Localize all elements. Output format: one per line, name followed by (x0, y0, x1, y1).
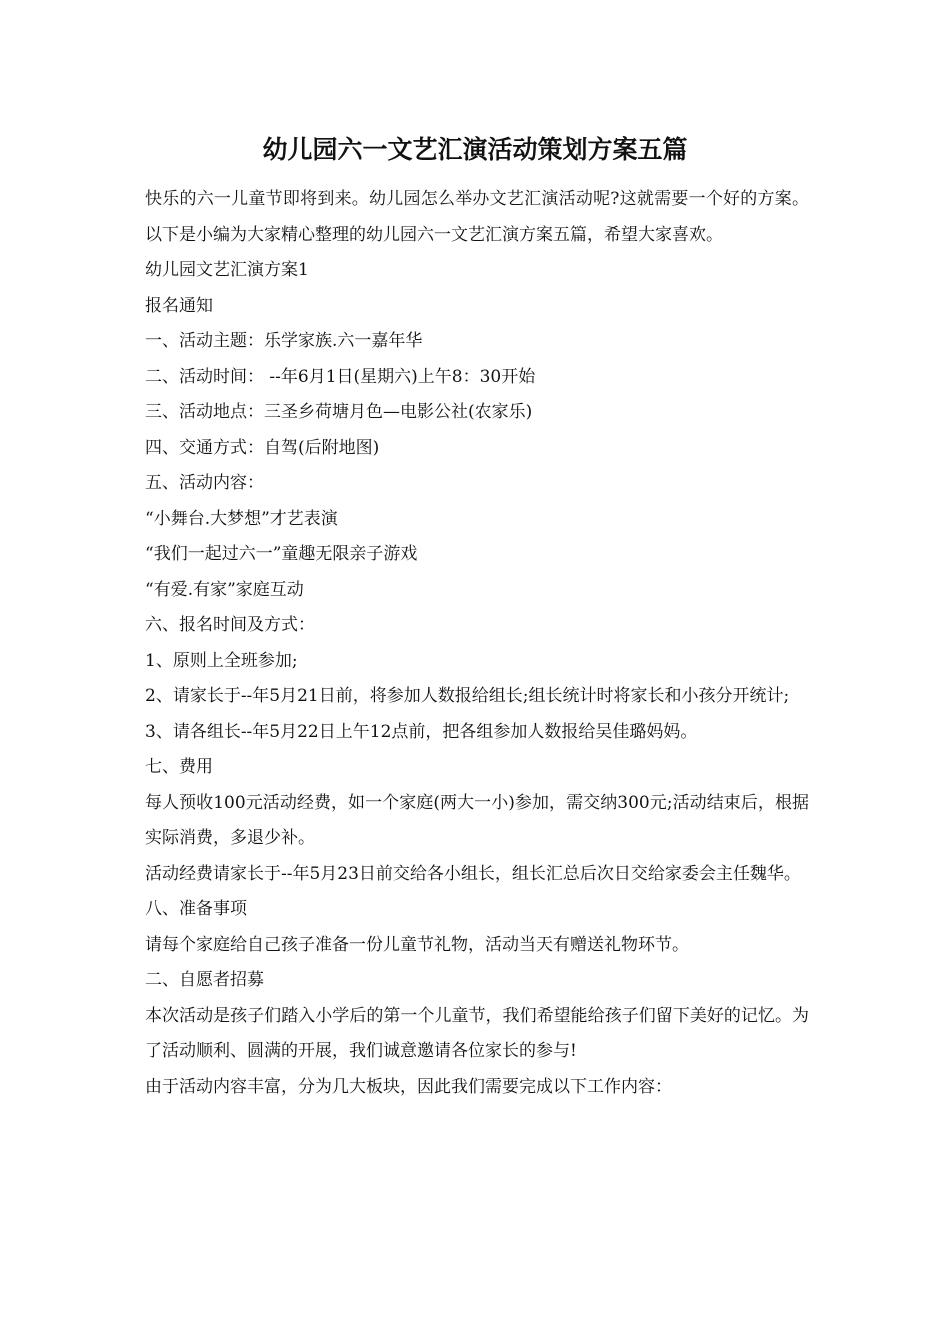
body-paragraph: 本次活动是孩子们踏入小学后的第一个儿童节，我们希望能给孩子们留下美好的记忆。为了活动顺利、圆满的开展，我们诚意邀请各位家长的参与! (145, 1005, 809, 1061)
list-item: 四、交通方式：自驾(后附地图) (145, 437, 380, 458)
body-paragraph: 请每个家庭给自己孩子准备一份儿童节礼物，活动当天有赠送礼物环节。 (145, 934, 689, 955)
list-item: 1、原则上全班参加; (145, 650, 298, 671)
document-title: 幼儿园六一文艺汇演活动策划方案五篇 (262, 135, 688, 164)
subsection-heading: 报名通知 (145, 295, 213, 316)
list-item: 2、请家长于--年5月21日前，将参加人数报给组长;组长统计时将家长和小孩分开统计; (145, 686, 790, 706)
list-item: 八、准备事项 (145, 899, 247, 919)
list-item: 六、报名时间及方式： (145, 615, 315, 635)
body-paragraph: 每人预收100元活动经费，如一个家庭(两大一小)参加，需交纳300元;活动结束后，根据实际消费，多退少补。 (145, 792, 809, 848)
list-item: “有爱.有家”家庭互动 (145, 579, 304, 600)
list-item: 五、活动内容： (145, 473, 264, 493)
body-paragraph: 由于活动内容丰富，分为几大板块，因此我们需要完成以下工作内容： (145, 1076, 672, 1097)
document-body (145, 182, 809, 1105)
body-paragraph: 活动经费请家长于--年5月23日前交给各小组长，组长汇总后次日交给家委会主任魏华。 (145, 863, 801, 884)
list-item: “小舞台.大梦想”才艺表演 (145, 508, 338, 529)
list-item: 一、活动主题：乐学家族.六一嘉年华 (145, 331, 423, 351)
list-item: 二、自愿者招募 (145, 970, 264, 990)
list-item: “我们一起过六一”童趣无限亲子游戏 (145, 544, 418, 564)
section-heading: 幼儿园文艺汇演方案1 (145, 260, 309, 280)
list-item: 二、活动时间： --年6月1日(星期六)上午8：30开始 (145, 366, 536, 387)
list-item: 七、费用 (145, 757, 213, 777)
list-item: 3、请各组长--年5月22日上午12点前，把各组参加人数报给吴佳璐妈妈。 (145, 721, 698, 742)
list-item: 三、活动地点：三圣乡荷塘月色—电影公社(农家乐) (145, 402, 533, 422)
intro-paragraph: 快乐的六一儿童节即将到来。幼儿园怎么举办文艺汇演活动呢?这就需要一个好的方案。以下是小编为大家精心整理的幼儿园六一文艺汇演方案五篇，希望大家喜欢。 (145, 189, 809, 245)
